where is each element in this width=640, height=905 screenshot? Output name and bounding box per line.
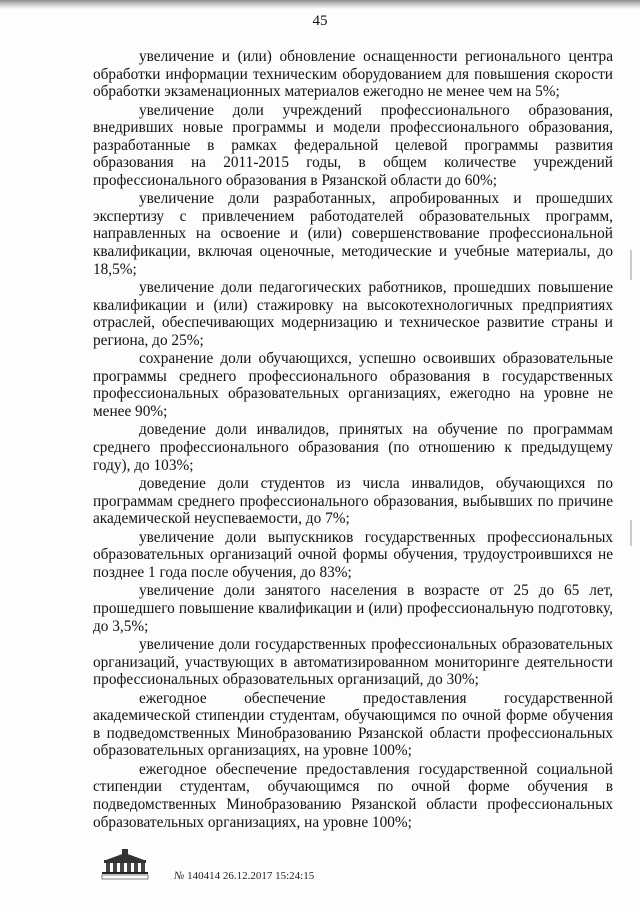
document-body [93,48,613,831]
paragraph: увеличение доли государственных профессиональных образовательных организаций, участвующих в автоматизированном мониторинге деятельности профессиональных образовательных организаций, до 30%; [93,636,613,689]
paragraph: ежегодное обеспечение предоставления государственной академической стипендии студентам, обучающимся по очной форме обучения в подведомственных Минобразованию Рязанской области профессиональных образовательных организациях, на уровне 100%; [93,689,613,760]
paragraph: увеличение доли разработанных, апробированных и прошедших экспертизу с привлечением работодателей образовательных программ, направленных на освоение и (или) совершенствование профессиональной квалификации, включая оценочные, методические и учебные материалы, до 18,5%; [93,190,613,278]
paragraph: увеличение доли выпускников государственных профессиональных образовательных организаций очной формы обучения, трудоустроившихся не позднее 1 года после обучения, до 83%; [93,528,613,581]
scan-right-edge-mark [630,250,632,280]
paragraph: увеличение доли педагогических работников, прошедших повышение квалификации и (или) стажировку на высокотехнологичных предприятиях отраслей, обеспечивающих модернизацию и техническое развитие страны и региона, до 25%; [93,279,613,349]
paragraph: увеличение и (или) обновление оснащенности регионального центра обработки информации техническим оборудованием для повышения скорости обработки экзаменационных материалов ежегодно не менее чем на 5%; [93,48,613,101]
paragraph: доведение доли студентов из числа инвалидов, обучающихся по программам среднего профессионального образования, выбывших по причине академической неуспеваемости, до 7%; [93,475,613,528]
paragraph: доведение доли инвалидов, принятых на обучение по программам среднего профессионального образования (по отношению к предыдущему году), до 103%; [93,421,613,474]
paragraph: сохранение доли обучающихся, успешно освоивших образовательные программы среднего профессионального образования в государственных профессиональных образовательных организациях, ежегодно на уровне не менее 90%; [93,350,613,420]
paragraph: увеличение доли учреждений профессионального образования, внедривших новые программы и модели профессионального образования, разработанные в рамках федеральной целевой программы развития образования на 2011-2015 годы, в общем количестве учреждений профессионального образования в Рязанской области до 60%; [93,101,613,189]
scan-right-edge-mark [630,520,632,546]
registration-number: 140414 26.12.2017 15:24:15 [187,870,315,882]
paragraph: увеличение доли занятого населения в возрасте от 25 до 65 лет, прошедшего повышение квалификации и (или) профессиональную подготовку, до 3,5%; [93,582,613,635]
paragraph: ежегодное обеспечение предоставления государственной социальной стипендии студентам, обучающимся по очной форме обучения в подведомственных Минобразованию Рязанской области профессиональных образовательных организациях, на уровне 100%; [93,760,613,831]
scan-top-edge [0,0,640,10]
document-footer [100,848,500,888]
government-building-logo [100,848,150,880]
registration-stamp [174,870,314,882]
number-sign: № [174,870,185,882]
page-number: 45 [312,13,328,29]
